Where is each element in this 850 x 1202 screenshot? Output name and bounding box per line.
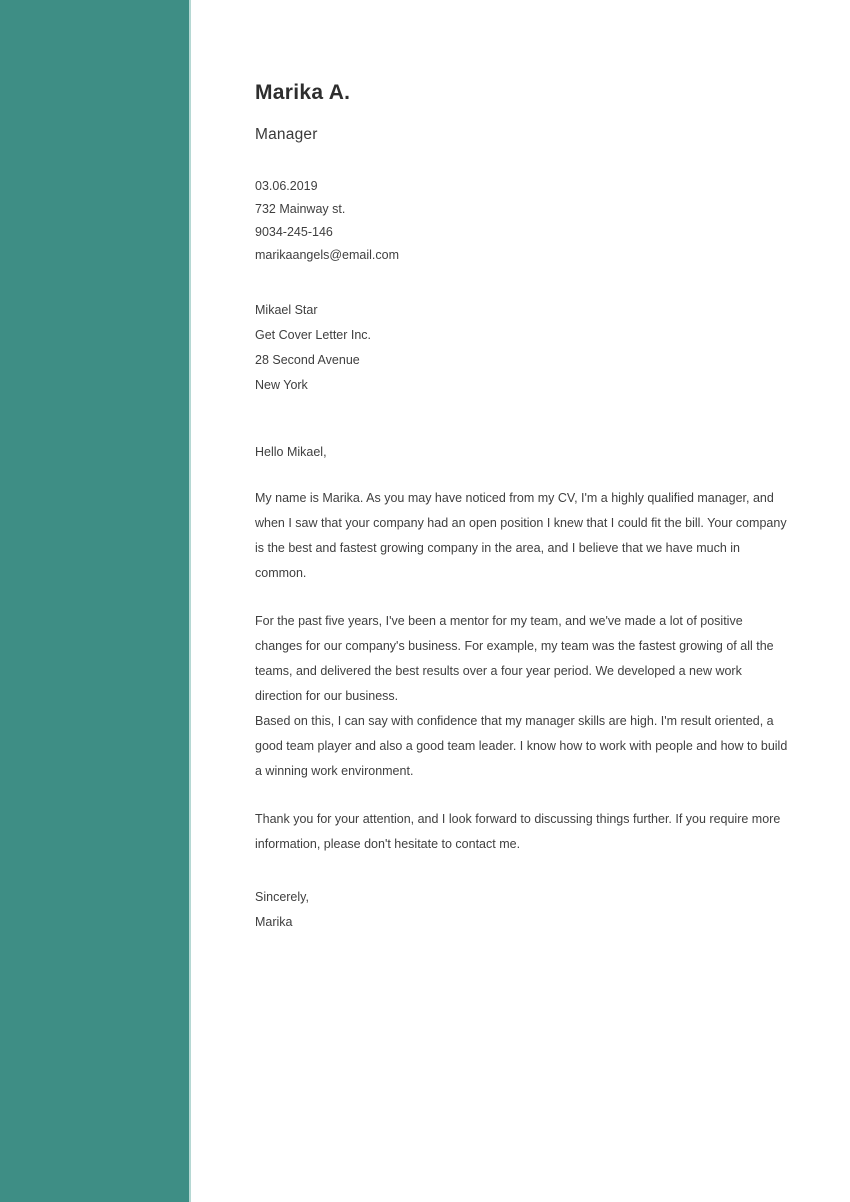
- body-paragraph: Thank you for your attention, and I look forward to discussing things further. If you require more information, please don't hesitate to contact me.: [255, 812, 781, 851]
- recipient-address: 28 Second Avenue: [255, 353, 360, 367]
- sender-address: 732 Mainway st.: [255, 202, 346, 216]
- letter-content: [255, 0, 790, 935]
- sender-phone: 9034-245-146: [255, 225, 333, 239]
- letter-date: 03.06.2019: [255, 179, 318, 193]
- body-paragraph: My name is Marika. As you may have noticed from my CV, I'm a highly qualified manager, and when I saw that your company had an open position I knew that I could fit the bill. Your company is the best and fastest growing company in the area, and I believe that we have much in common.: [255, 491, 787, 580]
- sender-email: marikaangels@email.com: [255, 248, 399, 262]
- closing-salutation: Sincerely,: [255, 890, 309, 904]
- sender-job-title: Manager: [255, 126, 318, 143]
- sender-contact-block: [255, 175, 790, 267]
- accent-sidebar: [0, 0, 191, 1202]
- recipient-block: [255, 298, 790, 398]
- sender-name: Marika A.: [255, 81, 351, 104]
- signature-name: Marika: [255, 915, 293, 929]
- body-paragraph: Based on this, I can say with confidence that my manager skills are high. I'm result oriented, a good team player and also a good team leader. I know how to work with people and how to build a winning work environment.: [255, 714, 788, 778]
- recipient-city: New York: [255, 378, 308, 392]
- recipient-company: Get Cover Letter Inc.: [255, 328, 372, 342]
- greeting: Hello Mikael,: [255, 445, 327, 459]
- body-paragraph: For the past five years, I've been a mentor for my team, and we've made a lot of positive changes for our company's business. For example, my team was the fastest growing of all the teams, and delivered the best results over a four year period. We developed a new work direction for our business.: [255, 614, 774, 703]
- recipient-name: Mikael Star: [255, 303, 318, 317]
- closing-block: [255, 885, 790, 935]
